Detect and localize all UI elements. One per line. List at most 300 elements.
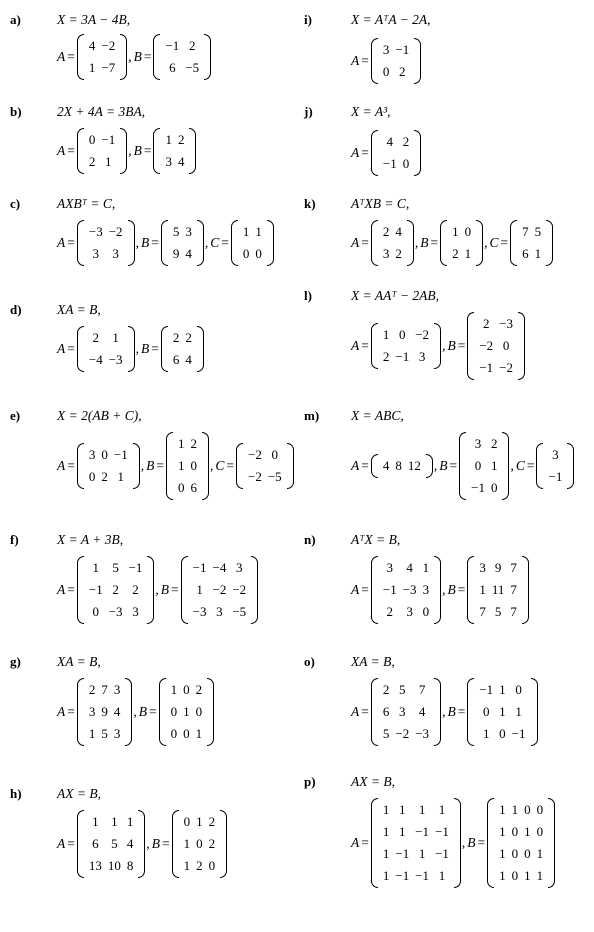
matrix-cell: 5 <box>399 682 406 697</box>
matrix-cell: −3 <box>108 604 123 619</box>
matrix-grid <box>84 443 133 489</box>
matrix-name: A <box>57 582 66 597</box>
bracket-left <box>161 220 168 266</box>
matrix-cell: 1 <box>399 824 406 839</box>
matrix-grid <box>160 128 189 174</box>
matrix-cell: 1 <box>499 802 506 817</box>
matrix-name: A <box>57 704 66 719</box>
matrix-cell: 2 <box>88 154 96 169</box>
matrix-cell: −1 <box>435 824 449 839</box>
matrix-cell: 3 <box>399 704 406 719</box>
matrix-cell: 3 <box>113 682 121 697</box>
matrix-cell: 8 <box>395 458 402 473</box>
matrix-cell: 3 <box>418 349 426 364</box>
problem-label: a) <box>10 12 21 27</box>
matrix-cell: 0 <box>490 480 498 495</box>
comma-separator: , <box>461 835 466 850</box>
bracket-right <box>518 312 525 380</box>
matrix-cell: 2 <box>452 246 459 261</box>
matrix-cell: 7 <box>510 604 517 619</box>
problem-label: n) <box>304 532 316 547</box>
matrix-cell: 2 <box>172 330 180 345</box>
matrix-cell: 6 <box>172 352 180 367</box>
matrix-cell: 1 <box>382 824 390 839</box>
matrix-cell: 1 <box>399 802 406 817</box>
matrix-cell: −1 <box>415 868 430 883</box>
bracket-right <box>197 220 204 266</box>
matrix-cell: 3 <box>422 582 430 597</box>
matrix-name: A <box>351 338 360 353</box>
matrix <box>166 432 209 500</box>
matrix-name: B <box>447 582 456 597</box>
matrix-cell: 3 <box>406 604 413 619</box>
equals-sign: = <box>361 338 369 353</box>
matrix-cell: 0 <box>177 480 185 495</box>
matrix-cell: 4 <box>382 458 390 473</box>
bracket-left <box>77 128 84 174</box>
matrix-cell: 12 <box>407 458 421 473</box>
matrix-cell: 4 <box>126 836 134 851</box>
matrix-cell: 0 <box>482 704 490 719</box>
matrix-cell: 1 <box>195 726 203 741</box>
problem-equation: X = AAᵀ − 2AB, <box>351 288 440 303</box>
matrix-cell: 2 <box>195 682 203 697</box>
matrix-cell: 0 <box>183 682 190 697</box>
matrix-cell: 1 <box>255 224 262 239</box>
bracket-left <box>371 454 378 478</box>
matrix-cell: −2 <box>499 360 513 375</box>
problem-label: m) <box>304 408 320 423</box>
bracket-right <box>251 556 258 624</box>
matrix-cell: 1 <box>452 224 459 239</box>
matrix-cell: 6 <box>522 246 529 261</box>
matrix-cell: −3 <box>402 582 417 597</box>
matrix-cell: 2 <box>196 858 203 873</box>
matrix-cell: 5 <box>494 604 502 619</box>
matrix-cell: 1 <box>382 846 390 861</box>
matrix-grid <box>160 34 204 80</box>
problem-label: l) <box>304 288 312 303</box>
matrix-cell: −3 <box>88 224 103 239</box>
matrix-cell: 0 <box>190 458 197 473</box>
bracket-right <box>120 128 127 174</box>
matrix-cell: 4 <box>395 224 402 239</box>
matrix-cell: −3 <box>108 352 123 367</box>
equals-sign: = <box>457 704 466 719</box>
bracket-right <box>414 130 421 176</box>
matrix <box>77 128 127 174</box>
matrix-cell: 1 <box>242 224 250 239</box>
equals-sign: = <box>361 458 369 473</box>
matrix-definitions <box>57 432 294 500</box>
matrix-cell: 0 <box>195 704 203 719</box>
matrix-cell: 6 <box>92 836 99 851</box>
matrix-cell: 2 <box>382 224 390 239</box>
matrix-name: B <box>140 341 150 356</box>
matrix-cell: 0 <box>88 132 96 147</box>
matrix-cell: 0 <box>101 447 108 462</box>
matrix <box>371 798 461 888</box>
matrix <box>371 38 421 84</box>
matrix-cell: 2 <box>112 582 119 597</box>
bracket-right <box>197 326 204 372</box>
matrix-cell: 0 <box>88 469 96 484</box>
matrix-name: B <box>467 835 476 850</box>
problem-equation: 2X + 4A = 3BA, <box>57 104 146 119</box>
bracket-left <box>467 312 474 380</box>
matrix-cell: −1 <box>395 349 410 364</box>
equals-sign: = <box>361 235 369 250</box>
bracket-right <box>138 810 145 878</box>
matrix-cell: −1 <box>382 156 397 171</box>
matrix-cell: 3 <box>382 246 390 261</box>
matrix <box>161 326 204 372</box>
equals-sign: = <box>361 53 369 68</box>
equals-sign: = <box>67 341 75 356</box>
bracket-left <box>487 798 494 888</box>
matrix-cell: 1 <box>490 458 498 473</box>
matrix-cell: 7 <box>510 560 517 575</box>
matrix-cell: 1 <box>165 132 172 147</box>
matrix <box>77 220 135 266</box>
matrix-cell: 0 <box>536 802 544 817</box>
matrix-cell: 0 <box>464 224 472 239</box>
comma-separator: , <box>135 235 139 250</box>
matrix-cell: 0 <box>515 682 522 697</box>
matrix-cell: 1 <box>482 726 490 741</box>
matrix <box>371 678 441 746</box>
equals-sign: = <box>477 835 486 850</box>
matrix-cell: 1 <box>499 824 506 839</box>
matrix-name: B <box>439 458 448 473</box>
matrix-cell: 1 <box>479 582 486 597</box>
bracket-right <box>522 556 529 624</box>
comma-separator: , <box>135 341 139 356</box>
matrix-cell: −2 <box>415 327 430 342</box>
bracket-left <box>77 556 84 624</box>
matrix-name: A <box>57 49 66 64</box>
matrix-cell: 1 <box>524 868 531 883</box>
comma-separator: , <box>204 235 209 250</box>
matrix-cell: 1 <box>92 814 99 829</box>
matrix-cell: 3 <box>552 447 559 462</box>
matrix <box>371 556 441 624</box>
matrix-name: A <box>351 704 360 719</box>
matrix-name: C <box>489 235 499 250</box>
matrix-grid <box>543 443 567 489</box>
matrix-cell: 4 <box>88 38 96 53</box>
matrix-cell: 3 <box>474 436 482 451</box>
bracket-left <box>459 432 466 500</box>
matrix-cell: 0 <box>422 604 430 619</box>
equals-sign: = <box>526 458 535 473</box>
matrix-grid <box>84 220 128 266</box>
matrix-cell: 0 <box>196 836 203 851</box>
matrix-cell: 1 <box>88 726 96 741</box>
matrix-name: B <box>151 836 160 851</box>
bracket-right <box>407 220 414 266</box>
matrix-cell: −5 <box>232 604 247 619</box>
problem-equation: AX = B, <box>351 774 395 789</box>
matrix-cell: −1 <box>479 360 494 375</box>
matrix-cell: 2 <box>177 132 185 147</box>
matrix-name: B <box>447 704 456 719</box>
matrix-cell: 3 <box>113 726 121 741</box>
comma-separator: , <box>146 836 150 851</box>
matrix <box>459 432 509 500</box>
matrix-cell: 1 <box>112 330 119 345</box>
matrix-cell: 0 <box>511 824 519 839</box>
bracket-left <box>181 556 188 624</box>
matrix <box>77 326 135 372</box>
bracket-right <box>202 432 209 500</box>
equals-sign: = <box>361 835 369 850</box>
matrix-cell: 1 <box>536 868 544 883</box>
bracket-right <box>531 678 538 746</box>
matrix-cell: 5 <box>534 224 542 239</box>
matrix-cell: −1 <box>101 132 116 147</box>
bracket-left <box>371 798 378 888</box>
matrix-cell: 0 <box>499 726 506 741</box>
matrix-cell: 1 <box>105 154 112 169</box>
matrix-cell: 4 <box>177 154 185 169</box>
equals-sign: = <box>361 704 369 719</box>
matrix-cell: 1 <box>126 814 134 829</box>
matrix <box>236 443 294 489</box>
matrix-cell: 1 <box>183 858 191 873</box>
matrix-cell: 2 <box>382 682 390 697</box>
comma-separator: , <box>442 582 446 597</box>
matrix-name: A <box>57 458 66 473</box>
comma-separator: , <box>209 458 214 473</box>
matrix-cell: 1 <box>536 846 544 861</box>
equals-sign: = <box>361 145 369 160</box>
comma-separator: , <box>442 338 446 353</box>
matrix-cell: 0 <box>242 246 250 261</box>
bracket-left <box>153 34 160 80</box>
matrix-name: A <box>351 235 360 250</box>
equals-sign: = <box>449 458 458 473</box>
matrix-cell: 1 <box>524 824 531 839</box>
problem-label: p) <box>304 774 316 789</box>
matrix-cell: −2 <box>395 726 410 741</box>
bracket-left <box>77 678 84 746</box>
matrix-grid <box>474 312 518 380</box>
problem-label: k) <box>304 196 316 211</box>
matrix-grid <box>517 220 546 266</box>
matrix-grid <box>84 810 139 878</box>
matrix-cell: 7 <box>101 682 108 697</box>
problem-equation: XA = B, <box>351 654 395 669</box>
problem-equation: AXBᵀ = C, <box>57 196 116 211</box>
matrix-cell: 1 <box>422 560 430 575</box>
matrix-name: B <box>420 235 429 250</box>
matrix-cell: −4 <box>212 560 227 575</box>
matrix <box>181 556 259 624</box>
matrix-cell: 1 <box>438 802 446 817</box>
matrix-cell: 0 <box>511 846 519 861</box>
matrix-cell: 7 <box>522 224 529 239</box>
matrix-cell: 2 <box>382 349 390 364</box>
comma-separator: , <box>414 235 419 250</box>
bracket-right <box>414 38 421 84</box>
matrix-definitions <box>351 38 421 84</box>
matrix-cell: −3 <box>192 604 207 619</box>
matrix-grid <box>378 38 414 84</box>
matrix-cell: −5 <box>185 60 200 75</box>
problem-label: g) <box>10 654 21 669</box>
matrix-cell: 9 <box>172 246 180 261</box>
matrix-cell: 7 <box>479 604 486 619</box>
bracket-left <box>77 34 84 80</box>
matrix-name: A <box>57 836 66 851</box>
matrix-definitions <box>57 128 196 174</box>
matrix-cell: −1 <box>395 42 410 57</box>
matrix-cell: 2 <box>386 604 394 619</box>
bracket-left <box>371 556 378 624</box>
matrix-grid <box>238 220 267 266</box>
matrix-cell: −2 <box>479 338 494 353</box>
matrix-grid <box>474 678 530 746</box>
matrix-cell: 3 <box>479 560 486 575</box>
matrix-definitions <box>351 798 555 888</box>
matrix-name: B <box>138 704 147 719</box>
matrix-cell: 5 <box>101 726 108 741</box>
matrix-cell: 0 <box>524 802 531 817</box>
bracket-left <box>77 443 84 489</box>
matrix-cell: 0 <box>183 726 190 741</box>
matrix-name: A <box>351 145 360 160</box>
matrix-cell: 3 <box>382 42 390 57</box>
equals-sign: = <box>457 582 466 597</box>
bracket-right <box>204 34 211 80</box>
matrix-definitions <box>351 678 538 746</box>
matrix-cell: 1 <box>499 846 506 861</box>
problem-label: i) <box>304 12 312 27</box>
equals-sign: = <box>162 836 170 851</box>
bracket-left <box>231 220 238 266</box>
matrix-cell: 3 <box>92 246 100 261</box>
matrix-definitions <box>57 678 214 746</box>
matrix-grid <box>188 556 252 624</box>
equals-sign: = <box>457 338 466 353</box>
matrix-name: B <box>133 49 142 64</box>
matrix-cell: 1 <box>534 246 542 261</box>
matrix-definitions <box>57 810 227 878</box>
bracket-right <box>220 810 227 878</box>
matrix-name: C <box>515 458 525 473</box>
matrix-cell: 9 <box>101 704 108 719</box>
matrix-cell: 10 <box>107 858 121 873</box>
problem-label: d) <box>10 302 22 317</box>
problem-label: f) <box>10 532 19 547</box>
equals-sign: = <box>67 582 75 597</box>
matrix-name: B <box>133 143 142 158</box>
matrix-cell: −2 <box>108 224 123 239</box>
equals-sign: = <box>143 49 152 64</box>
matrix-cell: 1 <box>183 836 191 851</box>
matrix-cell: 2 <box>92 330 100 345</box>
matrix-cell: 0 <box>399 327 406 342</box>
matrix-cell: −7 <box>101 60 116 75</box>
matrix-name: C <box>215 458 225 473</box>
matrix-cell: 4 <box>406 560 413 575</box>
matrix-cell: 2 <box>208 836 216 851</box>
bracket-left <box>236 443 243 489</box>
matrix-cell: 0 <box>536 824 544 839</box>
bracket-left <box>510 220 517 266</box>
matrix-cell: 3 <box>88 447 96 462</box>
equals-sign: = <box>67 49 75 64</box>
matrix-definitions <box>57 220 274 266</box>
matrix-cell: 7 <box>418 682 426 697</box>
bracket-right <box>567 443 574 489</box>
matrix-definitions <box>351 556 529 624</box>
matrix-cell: 13 <box>88 858 102 873</box>
bracket-left <box>77 220 84 266</box>
bracket-right <box>426 454 433 478</box>
matrix <box>371 323 441 369</box>
matrix-cell: 2 <box>402 134 410 149</box>
bracket-right <box>267 220 274 266</box>
matrix-cell: −1 <box>395 846 410 861</box>
problem-equation: X = 2(AB + C), <box>57 408 142 423</box>
matrix-name: A <box>57 235 66 250</box>
bracket-right <box>546 220 553 266</box>
matrix-grid <box>378 323 434 369</box>
matrix-grid <box>474 556 522 624</box>
matrix-cell: 8 <box>126 858 134 873</box>
matrix-cell: 3 <box>112 246 119 261</box>
matrix-grid <box>84 678 126 746</box>
bracket-left <box>77 326 84 372</box>
matrix-cell: 1 <box>418 802 426 817</box>
matrix-cell: 4 <box>185 246 192 261</box>
matrix-cell: 2 <box>482 316 490 331</box>
matrix-cell: 1 <box>382 868 390 883</box>
matrix-cell: 1 <box>177 458 185 473</box>
equals-sign: = <box>226 458 234 473</box>
matrix <box>440 220 483 266</box>
matrix-cell: 0 <box>170 704 178 719</box>
matrix-cell: 1 <box>382 802 390 817</box>
matrix-cell: 4 <box>185 352 192 367</box>
matrix-name: A <box>351 458 360 473</box>
matrix-cell: −2 <box>101 38 116 53</box>
matrix-grid <box>466 432 502 500</box>
matrix <box>77 678 133 746</box>
equals-sign: = <box>500 235 509 250</box>
matrix-name: A <box>351 835 360 850</box>
matrix-cell: 5 <box>172 224 180 239</box>
matrix-cell: 2 <box>185 330 192 345</box>
bracket-right <box>434 556 441 624</box>
matrix-cell: 11 <box>491 582 505 597</box>
matrix-cell: −1 <box>128 560 143 575</box>
matrix <box>467 678 537 746</box>
equals-sign: = <box>143 143 152 158</box>
matrix-cell: −1 <box>479 682 494 697</box>
matrix <box>371 220 414 266</box>
matrix-cell: −3 <box>499 316 513 331</box>
matrix-cell: 0 <box>402 156 410 171</box>
matrix-name: B <box>140 235 150 250</box>
matrix-cell: 6 <box>169 60 176 75</box>
problem-label: c) <box>10 196 21 211</box>
comma-separator: , <box>128 143 132 158</box>
matrix <box>153 34 211 80</box>
matrix-definitions <box>351 432 574 500</box>
